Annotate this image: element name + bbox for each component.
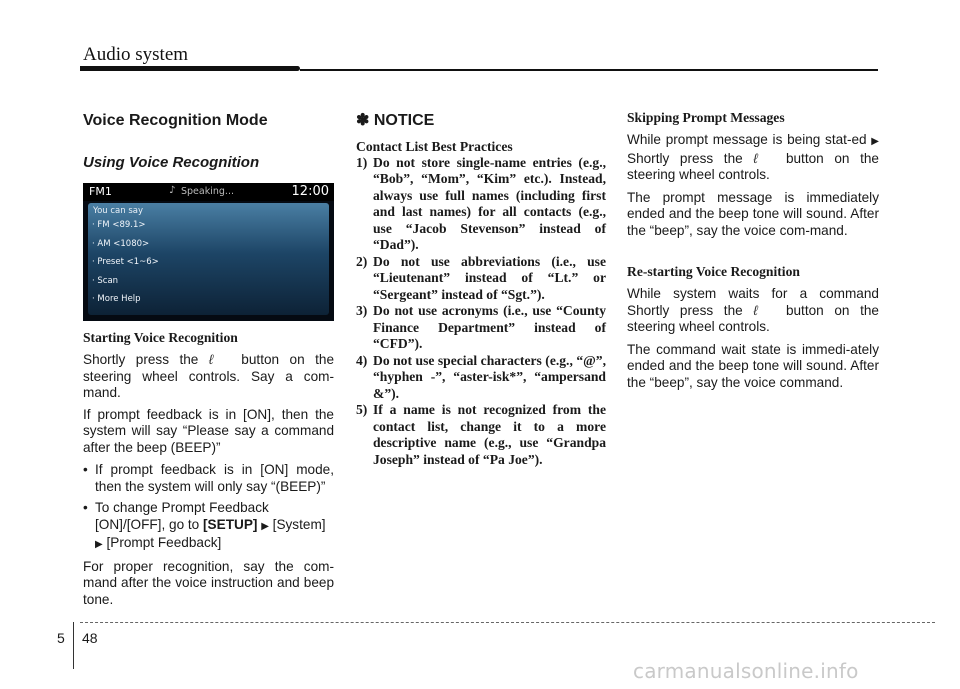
bullet-item — [83, 500, 334, 554]
starting-voice-recognition-heading: Starting Voice Recognition — [83, 330, 238, 345]
setup-menu-label: [SETUP] — [203, 516, 258, 532]
paragraph-restarting — [627, 286, 879, 336]
voice-button-icon: ℓ — [753, 150, 758, 166]
text-fragment: To change Prompt Feedback [ON]/[OFF], go to — [95, 500, 269, 532]
site-watermark: carmanualsonline.info — [633, 659, 859, 683]
paragraph-prompt-ended: The prompt message is immediately ended and the beep tone will sound. After the “beep”, say the voice com-mand. — [627, 189, 879, 238]
text-fragment: button on the steering wheel controls. — [627, 302, 879, 334]
screen-command-list — [92, 220, 159, 313]
contact-list-heading: Contact List Best Practices — [356, 138, 513, 154]
using-voice-recognition-subheading: Using Voice Recognition — [83, 153, 260, 171]
item-number: 1) — [356, 154, 368, 170]
page-number: 48 — [82, 630, 98, 646]
screen-band-label: FM1 — [89, 185, 112, 198]
screen-command-item: · FM <89.1> — [92, 220, 146, 230]
item-number: 5) — [356, 402, 368, 417]
right-arrow-icon: ▶ — [871, 136, 879, 147]
text-fragment: button on the steering wheel controls. — [627, 150, 879, 182]
screen-speaking-status: Speaking... — [181, 186, 234, 197]
header-rule-thick — [80, 66, 300, 71]
page-number-divider — [73, 622, 74, 669]
restarting-voice-recognition-heading: Re-starting Voice Recognition — [627, 264, 800, 279]
screen-command-item: · AM <1080> — [92, 238, 150, 249]
practice-item — [356, 402, 606, 468]
item-text: Do not use abbreviations (i.e., use “Lieutenant” instead of “Lt.” or “Sergeant” instead of “Sgt.”). — [373, 253, 606, 302]
paragraph-shortly-press — [83, 352, 334, 402]
item-number: 4) — [356, 352, 368, 368]
text-fragment: Shortly press the — [83, 352, 199, 367]
right-arrow-icon: ▶ — [261, 520, 269, 532]
chapter-number: 5 — [57, 630, 65, 646]
screen-microphone-icon: ♪ — [169, 185, 176, 196]
voice-recognition-screen — [83, 183, 334, 321]
prompt-feedback-bullets — [83, 462, 334, 554]
text-fragment: [Prompt Feedback] — [106, 535, 222, 550]
item-text: Do not store single-name entries (e.g., “Bob”, “Mom”, “Kim” etc.). Instead, always use full names (including first and last names) for all contacts (e.g., use “Jacob Stevenson” instead of “Dad”). — [373, 154, 606, 252]
item-text: If a name is not recognized from the contact list, change it to a more descriptive name (e.g., use “Grandpa Joseph” instead of “Pa Joe”). — [373, 402, 606, 467]
screen-clock: 12:00 — [291, 184, 329, 199]
item-text: Do not use special characters (e.g., “@”, “hyphen -”, “aster-isk*”, “ampersand &”). — [373, 352, 606, 401]
item-text: Do not use acronyms (i.e., use “County Finance Department” instead of “CFD”). — [373, 303, 606, 351]
footer-dashed-rule — [80, 622, 935, 623]
item-number: 3) — [356, 303, 368, 318]
practice-item — [356, 353, 606, 403]
header-rule-thin — [300, 69, 878, 71]
paragraph-wait-state: The command wait state is immedi-ately ended and the beep tone will sound. After the “beep”, say the voice command. — [627, 341, 879, 390]
paragraph-skipping — [627, 132, 879, 184]
practice-item — [356, 303, 606, 353]
voice-button-icon: ℓ — [753, 302, 758, 318]
paragraph-prompt-feedback: If prompt feedback is in [ON], then the system will say “Please say a command after the beep (BEEP)” — [83, 406, 334, 455]
voice-button-icon: ℓ — [208, 352, 214, 367]
screen-command-item: · Preset <1~6> — [92, 257, 159, 267]
skipping-prompt-heading: Skipping Prompt Messages — [627, 110, 785, 125]
screen-command-item: · Scan — [92, 275, 119, 286]
practice-item — [356, 155, 606, 254]
bullet-item: • If prompt feedback is in [ON] mode, then the system will only say “(BEEP)” — [83, 462, 334, 495]
text-fragment: While prompt message is being stat-ed — [627, 132, 867, 147]
text-fragment: [System] — [272, 516, 326, 532]
practice-item — [356, 254, 606, 304]
column-right — [627, 108, 879, 391]
text-fragment: Shortly press the — [627, 150, 743, 166]
item-number: 2) — [356, 253, 368, 269]
screen-command-item: · More Help — [92, 294, 141, 304]
paragraph-proper-recognition: For proper recognition, say the com-mand after the voice instruction and beep tone. — [83, 558, 334, 607]
column-left — [83, 108, 334, 608]
right-arrow-icon: ▶ — [95, 539, 103, 550]
page-header-title: Audio system — [83, 44, 189, 65]
voice-recognition-mode-heading: Voice Recognition Mode — [83, 112, 268, 129]
text-fragment: While system waits for a command Shortly press the — [627, 286, 879, 318]
notice-heading: ✽ NOTICE — [356, 112, 435, 129]
screen-you-can-say: You can say — [93, 206, 143, 216]
contact-list-practices — [356, 155, 606, 469]
column-middle — [356, 108, 606, 468]
text-fragment: button on the steering wheel controls. Say a com-mand. — [83, 352, 335, 400]
